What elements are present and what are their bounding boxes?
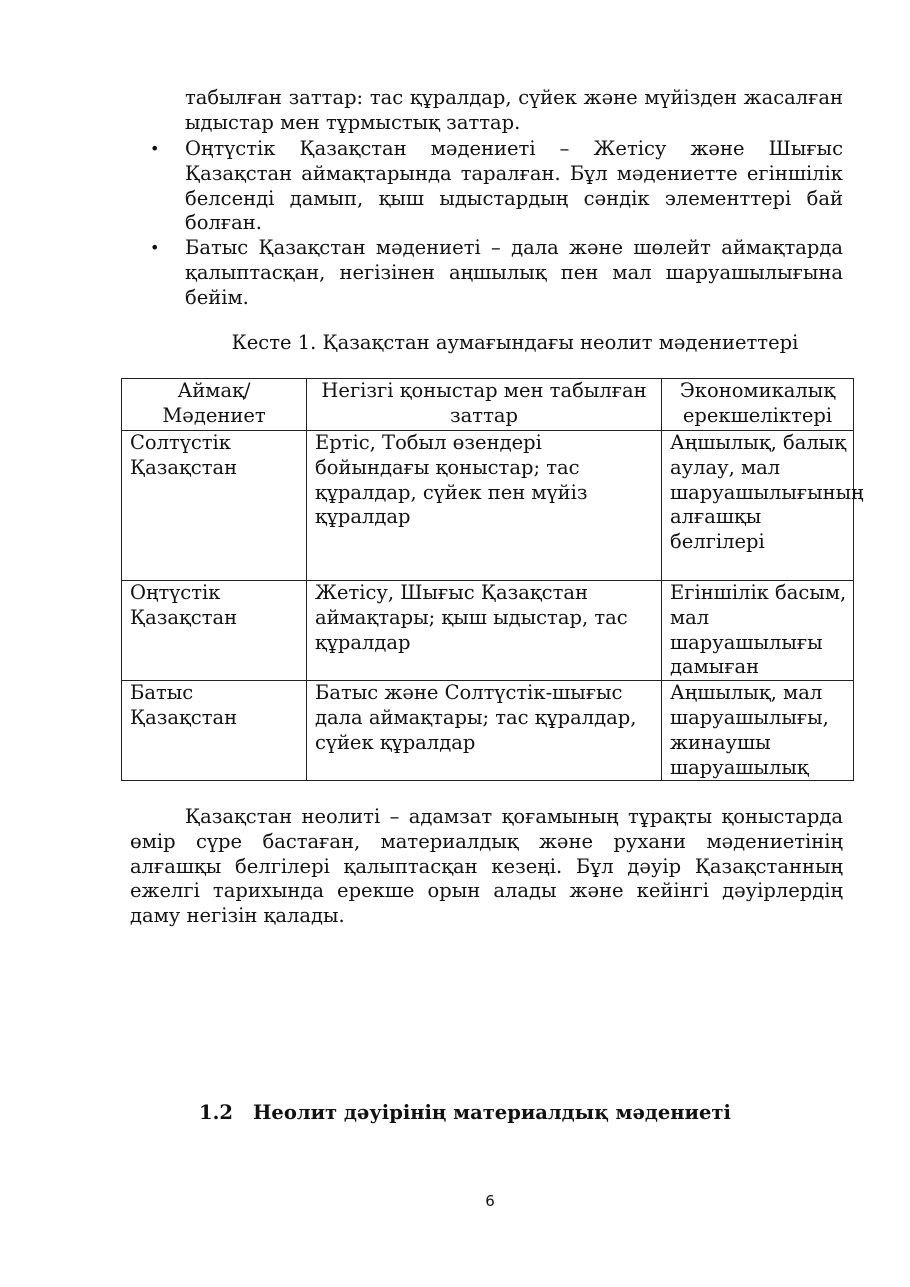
continuation-paragraph: табылған заттар: тас құралдар, сүйек және мүйізден жасалған ыдыстар мен тұрмыстық заттар. <box>185 86 843 134</box>
table-cell-region: Оңтүстік Қазақстан <box>122 581 307 681</box>
table-row <box>122 681 854 781</box>
bullet-marker: • <box>150 139 160 158</box>
bullet-text: Батыс Қазақстан мәдениеті – дала және шөлейт аймақтарда қалыптасқан, негізінен аңшылық пен мал шаруашылығына бейім. <box>185 236 843 309</box>
header-economy: Экономикалық ерекшеліктері <box>662 379 854 431</box>
table-cell-economy: Аңшылық, мал шаруашылығы, жинаушы шаруашылық <box>662 681 854 781</box>
table-cell-settlements: Батыс және Солтүстік-шығыс дала аймақтары; тас құралдар, сүйек құралдар <box>307 681 662 781</box>
table-cell-economy: Егіншілік басым, мал шаруашылығы дамыған <box>662 581 854 681</box>
table-header-row <box>122 379 854 431</box>
neolithic-cultures-table <box>121 378 864 781</box>
table-cell-settlements: Ертіс, Тобыл өзендері бойындағы қоныстар; тас құралдар, сүйек пен мүйіз құралдар <box>307 431 662 581</box>
table-cell-economy: Аңшылық, балық аулау, мал шаруашылығының алғашқы белгілері <box>662 431 854 581</box>
table-row <box>122 581 854 681</box>
table-cell-settlements: Жетісу, Шығыс Қазақстан аймақтары; қыш ыдыстар, тас құралдар <box>307 581 662 681</box>
header-region: Аймақ/ Мәдениет <box>122 379 307 431</box>
table-caption: Кесте 1. Қазақстан аумағындағы неолит мәдениеттері <box>231 331 799 354</box>
table-row <box>122 431 854 581</box>
page-number: 6 <box>485 1192 495 1210</box>
table-cell-region: Солтүстік Қазақстан <box>122 431 307 581</box>
section-number: 1.2 <box>199 1101 233 1124</box>
section-title: Неолит дәуірінің материалдық мәдениеті <box>253 1101 731 1124</box>
bullet-text: Оңтүстік Қазақстан мәдениеті – Жетісу және Шығыс Қазақстан аймақтарында таралған. Бұл мәдениетте егіншілік белсенді дамып, қыш ыдыстардың сәндік элементтері бай болған. <box>185 137 843 235</box>
section-heading <box>199 1100 899 1126</box>
conclusion-paragraph: Қазақстан неолиті – адамзат қоғамының тұрақты қоныстарда өмір сүре бастаған, материалдық және рухани мәдениетінің алғашқы белгілері қалыптасқан кезеңі. Бұл дәуір Қазақстанның ежелгі тарихында ерекше орын алады және кейінгі дәуірлердің даму негізін қалады. <box>130 805 843 928</box>
header-settlements: Негізгі қоныстар мен табылған заттар <box>307 379 662 431</box>
table-cell-region: Батыс Қазақстан <box>122 681 307 781</box>
bullet-marker: • <box>150 238 160 257</box>
